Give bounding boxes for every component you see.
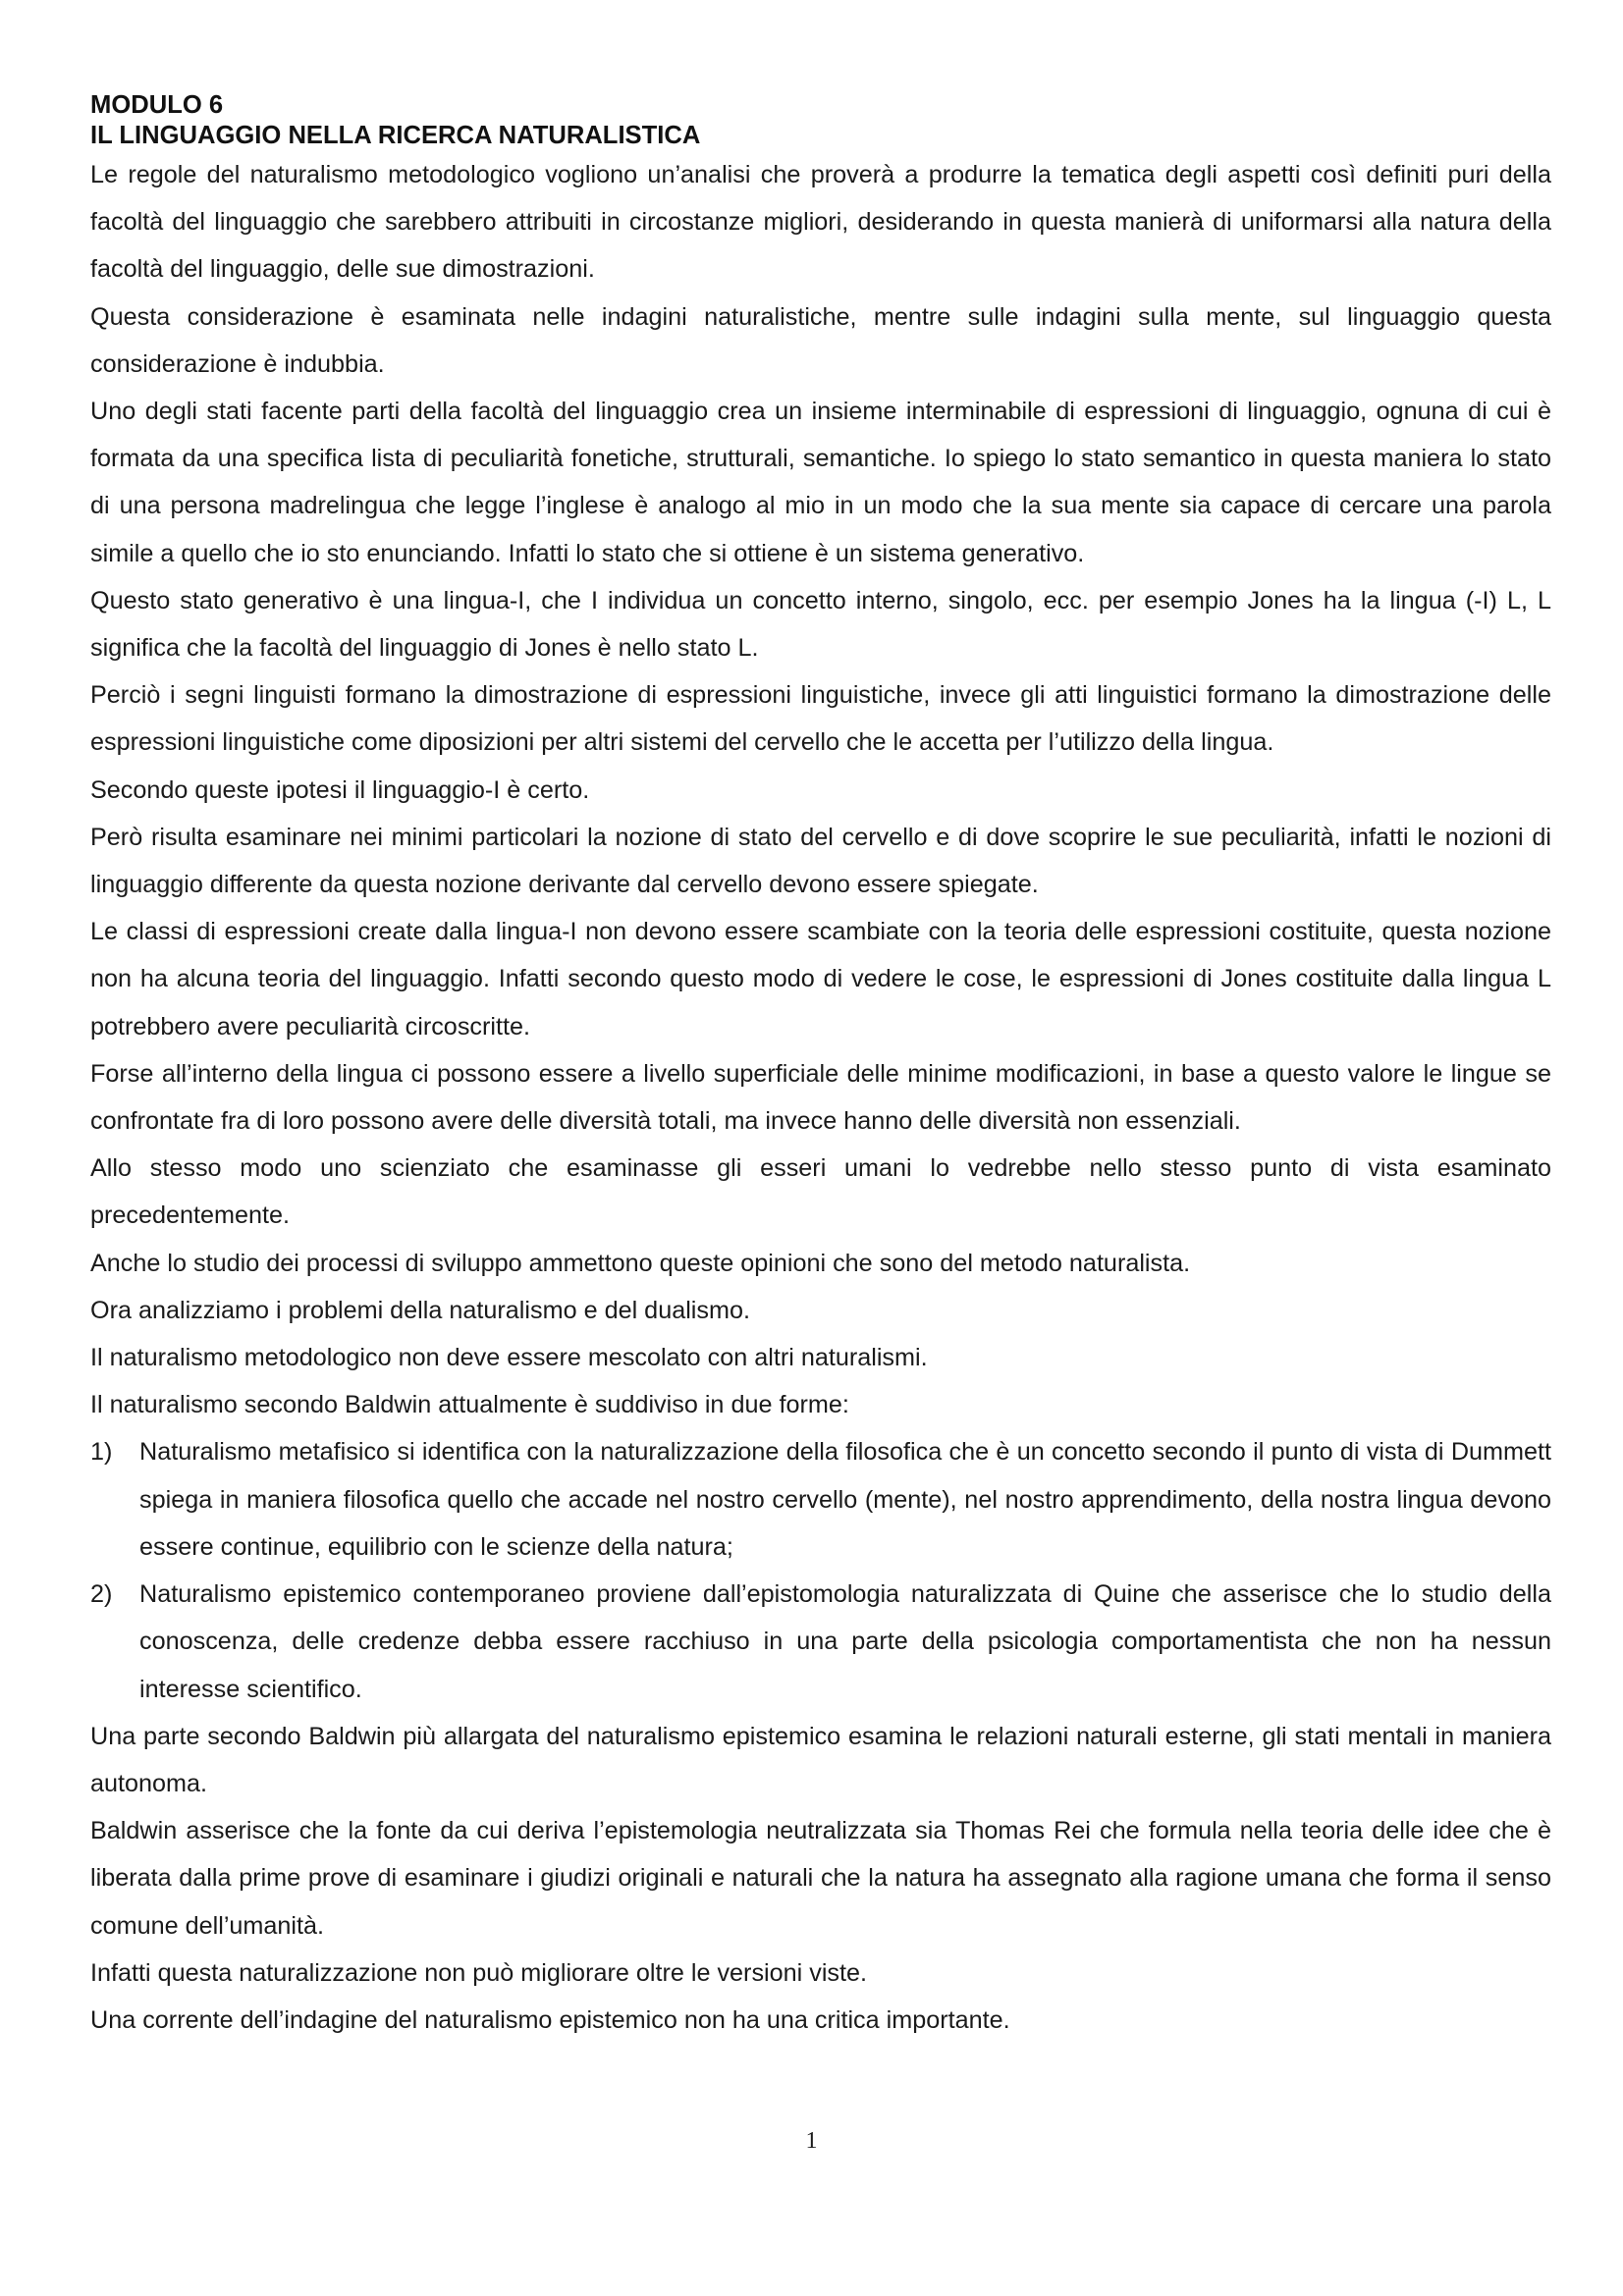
paragraph: Secondo queste ipotesi il linguaggio-I è certo. bbox=[90, 775, 590, 804]
numbered-list bbox=[90, 1428, 1551, 1712]
paragraph: Il naturalismo metodologico non deve essere mescolato con altri naturalismi. bbox=[90, 1344, 928, 1372]
paragraph: Questa considerazione è esaminata nelle indagini naturalistiche, mentre sulle indagini sulla mente, sul linguaggio questa considerazione è indubbia. bbox=[90, 302, 1551, 378]
paragraph: Forse all’interno della lingua ci possono essere a livello superficiale delle minime modificazioni, in base a questo valore le lingue se confrontate fra di loro possono avere delle diversità totali, ma invece hanno delle diversità non essenziali. bbox=[90, 1059, 1551, 1136]
list-item bbox=[90, 1428, 1551, 1571]
paragraph: Anche lo studio dei processi di sviluppo ammettono queste opinioni che sono del metodo naturalista. bbox=[90, 1249, 1191, 1277]
paragraph: Allo stesso modo uno scienziato che esaminasse gli esseri umani lo vedrebbe nello stesso punto di vista esaminato precedentemente. bbox=[90, 1154, 1551, 1230]
list-number: 1) bbox=[90, 1438, 113, 1467]
paragraph: Le regole del naturalismo metodologico vogliono un’analisi che proverà a produrre la tematica degli aspetti così definiti puri della facoltà del linguaggio che sarebbero attribuiti in circostanze migliori, desiderando in questa manierà di uniformarsi alla natura della facoltà del linguaggio, delle sue dimostrazioni. bbox=[90, 161, 1551, 284]
paragraph: Perciò i segni linguisti formano la dimostrazione di espressioni linguistiche, invece gli atti linguistici formano la dimostrazione delle espressioni linguistiche come diposizioni per altri sistemi del cervello che le accetta per l’utilizzo della lingua. bbox=[90, 681, 1551, 757]
paragraph: Uno degli stati facente parti della facoltà del linguaggio crea un insieme interminabile di espressioni di linguaggio, ognuna di cui è formata da una specifica lista di peculiarità fonetiche, strutturali, semantiche. Io spiego lo stato semantico in questa maniera lo stato di una persona madrelingua che legge l’inglese è analogo al mio in un modo che la sua mente sia capace di cercare una parola simile a quello che io sto enunciando. Infatti lo stato che si ottiene è un sistema generativo. bbox=[90, 398, 1551, 567]
list-item-text: Naturalismo epistemico contemporaneo proviene dall’epistomologia naturalizzata di Quine che asserisce che lo studio della conoscenza, delle credenze debba essere racchiuso in una parte della psicologia comportamentista che non ha nessun interesse scientifico. bbox=[139, 1580, 1551, 1703]
paragraph: Però risulta esaminare nei minimi particolari la nozione di stato del cervello e di dove scoprire le sue peculiarità, infatti le nozioni di linguaggio differente da questa nozione derivante dal cervello devono essere spiegate. bbox=[90, 823, 1551, 899]
page-number: 1 bbox=[805, 2128, 818, 2154]
document-title: IL LINGUAGGIO NELLA RICERCA NATURALISTICA bbox=[90, 122, 701, 149]
document-body bbox=[90, 90, 1551, 2044]
paragraph: Baldwin asserisce che la fonte da cui deriva l’epistemologia neutralizzata sia Thomas Rei che formula nella teoria delle idee che è liberata dalla prime prove di esaminare i giudizi originali e naturali che la natura ha assegnato alla ragione umana che forma il senso comune dell’umanità. bbox=[90, 1817, 1551, 1940]
paragraph: Il naturalismo secondo Baldwin attualmente è suddiviso in due forme: bbox=[90, 1391, 849, 1419]
paragraph: Infatti questa naturalizzazione non può migliorare oltre le versioni viste. bbox=[90, 1958, 868, 1987]
paragraph: Le classi di espressioni create dalla lingua-I non devono essere scambiate con la teoria delle espressioni costituite, questa nozione non ha alcuna teoria del linguaggio. Infatti secondo questo modo di vedere le cose, le espressioni di Jones costituite dalla lingua L potrebbero avere peculiarità circoscritte. bbox=[90, 918, 1551, 1041]
paragraph: Una corrente dell’indagine del naturalismo epistemico non ha una critica importante. bbox=[90, 2005, 1010, 2034]
paragraph: Una parte secondo Baldwin più allargata del naturalismo epistemico esamina le relazioni naturali esterne, gli stati mentali in maniera autonoma. bbox=[90, 1722, 1551, 1797]
list-number: 2) bbox=[90, 1580, 113, 1609]
module-heading: MODULO 6 bbox=[90, 91, 224, 119]
paragraph: Ora analizziamo i problemi della naturalismo e del dualismo. bbox=[90, 1296, 750, 1324]
paragraph: Questo stato generativo è una lingua-I, che I individua un concetto interno, singolo, ecc. per esempio Jones ha la lingua (-I) L, L significa che la facoltà del linguaggio di Jones è nello stato L. bbox=[90, 586, 1551, 663]
list-item-text: Naturalismo metafisico si identifica con la naturalizzazione della filosofica che è un concetto secondo il punto di vista di Dummett spiega in maniera filosofica quello che accade nel nostro cervello (mente), nel nostro apprendimento, della nostra lingua devono essere continue, equilibrio con le scienze della natura; bbox=[139, 1438, 1551, 1561]
list-item bbox=[90, 1571, 1551, 1713]
